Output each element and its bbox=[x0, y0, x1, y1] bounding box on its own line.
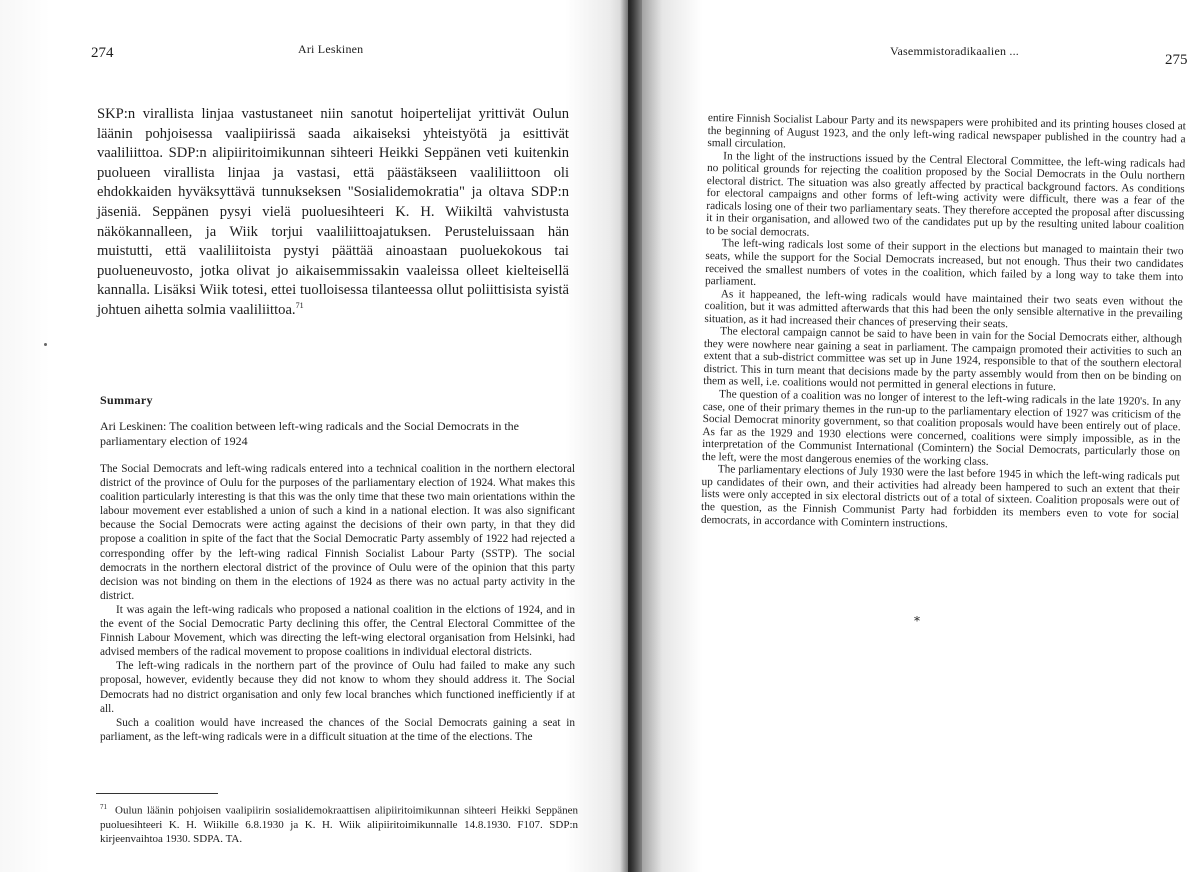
summary-paragraph: The Social Democrats and left-wing radicals entered into a technical coalition in the northern electoral district of the province of Oulu for the purposes of the parliamentary election of 1924. What makes this coalition particularly interesting is that this was the only time that these two main orientations within the labour movement ever established a union of such a kind in a national election. It was also significant because the Social Democrats were acting against the decisions of their own party, in that they did propose a coalition in spite of the fact that the Social Democratic Party assembly of 1922 had rejected a corresponding offer by the left-wing radical Finnish Socialist Labour Party (SSTP). The social democrats in the northern electoral district of the province of Oulu were of the opinion that this party decision was not binding on them in the elections of 1924 as there was no actual party activity in the district. bbox=[100, 463, 575, 602]
summary-paragraph: It was again the left-wing radicals who proposed a national coalition in the elctions of 1924, and in the event of the Social Democratic Party declining this offer, the Central Electoral Committee of the Finnish Labour Movement, which was directing the left-wing electoral organisation from Helsinki, had advised members of the radical movement to propose coalitions in individual electoral districts. bbox=[100, 603, 575, 659]
finnish-body-text bbox=[97, 105, 569, 321]
summary-paragraph: The left-wing radicals lost some of their support in the elections but managed to maintain their two seats, while the support for the Social Democrats increased, but not enough. Thus their two candidates received the smallest numbers of votes in the coalition, which failed by a long way to take them into parliament. bbox=[704, 237, 1184, 288]
left-page-number: 274 bbox=[91, 45, 114, 61]
summary-paragraph: The electoral campaign cannot be said to have been in vain for the Social Democrats either, although they were nowhere near gaining a seat in parliament. The campaign promoted their activities to such an extent that a sub-district committee was set up in June 1924, responsible to that of the southern electoral district. This in turn meant that decisions made by the party assembly would from then on be binding on them as well, i.e. coalitions would not permitted in general elections in future. bbox=[703, 325, 1183, 394]
right-page bbox=[628, 0, 1200, 872]
summary-paragraph: As it happeaned, the left-wing radicals would have maintained their two seats even without the coalition, but it was admitted afterwards that this had been the only sensible alternative in the prevailing situation, as it had increased their chances of preserving their seats. bbox=[704, 287, 1183, 331]
left-running-head: Ari Leskinen bbox=[298, 42, 364, 56]
summary-text-right bbox=[701, 112, 1186, 534]
summary-subtitle: Ari Leskinen: The coalition between left-wing radicals and the Social Democrats in the parliamentary election of 1924 bbox=[100, 419, 519, 448]
summary-text-left bbox=[100, 462, 575, 744]
summary-paragraph: The left-wing radicals in the northern part of the province of Oulu had failed to make any such proposal, however, evidently because they did not know to whom they should address it. The Social Democrats had no district organisation and only few local branches which functioned inefficiently if at all. bbox=[100, 660, 575, 715]
summary-paragraph: In the light of the instructions issued by the Central Electoral Committee, the left-wing radicals had no political grounds for rejecting the coalition proposed by the Social Democrats in the Oulu northern electoral district. The situation was also greatly affected by practical background factors. As conditions for electoral campaigns and other forms of left-wing activity were difficult, there was a fear of the radicals losing one of their two parliamentary seats. They therefore accepted the proposal after discussing it in their organisation, and allowed two of the candidates put up by the resulting united labour coalition to be social democrats. bbox=[705, 149, 1186, 239]
right-running-head: Vasemmistoradikaalien ... bbox=[890, 44, 1019, 58]
summary-paragraph: Such a coalition would have increased the chances of the Social Democrats gaining a seat in parliament, as the left-wing radicals were in a difficult situation at the time of the elections. The bbox=[100, 716, 575, 743]
footnote-number: 71 bbox=[100, 803, 107, 811]
right-page-number: 275 bbox=[1165, 52, 1188, 68]
footnote bbox=[100, 800, 578, 846]
summary-paragraph: The parliamentary elections of July 1930 were the last before 1945 in which the left-wing radicals put up candidates of their own, and their activities had already been hampered to such an extent that their lists were only accepted in six electoral districts out of a total of sixteen. Coalition proposals were out of the question, as the Finnish Communist Party had forbidden its members even to vote for social democrats, in accordance with Comintern instructions. bbox=[700, 463, 1180, 530]
summary-paragraph: entire Finnish Socialist Labour Party and its newspapers were prohibited and its printing houses closed at the beginning of August 1923, and the only left-wing radical newspaper published in the country had a small circulation. bbox=[707, 112, 1186, 151]
finnish-paragraph bbox=[97, 105, 569, 321]
footnote-rule bbox=[96, 793, 218, 794]
end-mark: ⁎ bbox=[914, 610, 920, 624]
summary-paragraph: The question of a coalition was no longer of interest to the left-wing radicals in the late 1920's. In any case, one of their primary themes in the run-up to the parliamentary election of 1927 was criticism of the Social Democrat minority government, so that coalition proposals would have been entirely out of place. As far as the 1929 and 1930 elections were concerned, coalitions were simply impossible, as in the interpretation of the Communist International (Comintern) the Social Democrats, particularly those on the left, were the most dangerous enemies of the working class. bbox=[701, 388, 1182, 468]
book-gutter-shadow bbox=[620, 0, 642, 872]
finnish-paragraph-text: SKP:n virallista linjaa vastustaneet niin sanotut hoipertelijat yrittivät Oulun läänin pohjoisessa vaalipiirissä saada aikaiseksi yhteistyötä ja esittivät vaaliliittoa. SDP:n alipiiritoimikunnan sihteeri Heikki Seppänen veti kuitenkin puolueen virallista linjaa ja vastasi, että päästäkseen vaaliliittoon oli ehdokkaiden hyväksyttävä tunnukseksen "Sosialidemokratia" ja oltava SDP:n jäseniä. Seppänen pysyi vielä puoluesihteeri K. H. Wiikiltä vahvistusta näkökannalleen, ja Wiik torjui vaaliliittoajatuksen. Perusteluissaan hän muistutti, että vaaliliitoista pystyi päättää ainoastaan puoluekokous tai puolueneuvosto, jotka olivat jo aikaisemmissakin vaaleissa olleet kielteisellä kannalla. Lisäksi Wiik totesi, ettei tuolloisessa tilanteessa ollut poliittisista syistä johtuen aihetta solmia vaaliliittoa. bbox=[97, 106, 569, 318]
show-through-text bbox=[1088, 625, 1198, 639]
summary-heading: Summary bbox=[100, 393, 153, 407]
footnote-reference: 71 bbox=[295, 301, 304, 311]
footnote-text: Oulun läänin pohjoisen vaalipiirin sosialidemokraattisen alipiiritoimikunnan sihteeri Heikki Seppänen puoluesihteeri K. H. Wiikille 6.8.1930 ja K. H. Wiik alipiiritoimikunnalle 14.8.1930. F107. SDP:n kirjeenvaihtoa 1930. SDPA. TA. bbox=[100, 804, 578, 846]
speck-mark bbox=[44, 343, 47, 346]
